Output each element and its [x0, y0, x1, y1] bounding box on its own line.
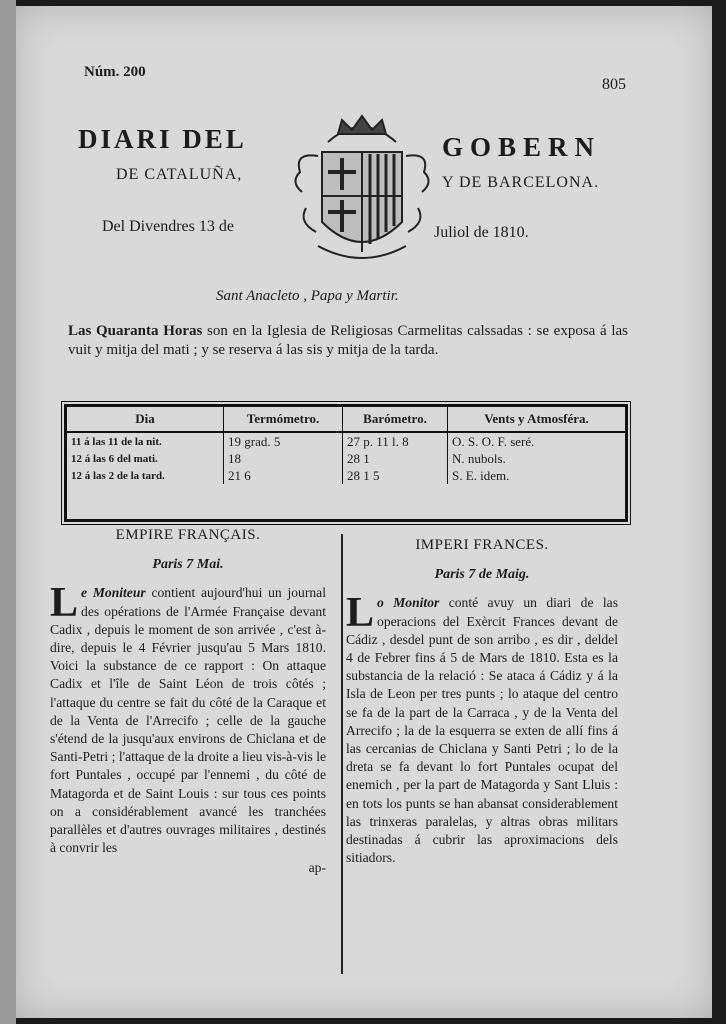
catalan-heading: IMPERI FRANCES.	[415, 537, 549, 553]
cell-baro: 27 p. 11 l. 8	[343, 432, 448, 450]
page-edge	[0, 0, 16, 1024]
french-dateline: Paris 7 Mai.	[152, 557, 224, 573]
french-dropcap: L	[50, 580, 79, 627]
intro-text: son en la Iglesia de Religiosas Carmelitas calssadas : se exposa á las vuit y mitja del mati ; y se reserva á las sis y mitja de la tarda.	[68, 323, 628, 358]
cell-day: 11 á las 11 de la nit.	[67, 432, 224, 450]
date-right: Juliol de 1810.	[434, 224, 529, 241]
catalan-first-word: o Monitor	[377, 595, 440, 611]
french-heading: EMPIRE FRANÇAIS.	[115, 527, 261, 543]
catalan-dateline: Paris 7 de Maig.	[434, 567, 530, 583]
coat-of-arms-icon	[288, 112, 436, 270]
table-row	[67, 450, 625, 467]
cell-winds: N. nubols.	[452, 450, 506, 466]
masthead-subtitle-right: Y DE BARCELONA.	[442, 174, 600, 191]
catalan-column	[346, 536, 618, 867]
cell-winds: O. S. O. F. seré.	[452, 433, 535, 449]
cell-thermo: 19 grad. 5	[224, 432, 343, 450]
col-header-thermometer: Termómetro.	[224, 407, 343, 432]
french-body: contient aujourd'hui un journal des opérations de l'Armée Française devant Cadix , depuis le moment de son arrivée , c'est à-dire, depuis le 4 Février jusqu'au 5 Mars 1810. Voici la substance de ce rapport : On attaque Cadix et l'île de Saint Léon de trois côtés ; l'attaque du centre se fait du côté de la Caraque et de la Venta de l'Arrecifo ; celle de la gauche s'étend de la jusqu'aux environs de Chiclana et de Santi-Petri ; l'attaque de la droite a lieu vis-à-vis le fort Puntales , occupé par l'ennemi , du côté de Matagorda et de Saint Louis : sur tous ces points on a considérablement avancé les tranchées parallèles et d'autres ouvrages militaires , destinés à convrir les	[50, 585, 326, 856]
table-row	[67, 467, 625, 484]
catalan-article	[346, 590, 618, 867]
cell-day: 12 á las 2 de la tard.	[67, 467, 224, 484]
date-left: Del Divendres 13 de	[102, 218, 234, 235]
column-divider	[341, 534, 343, 974]
masthead-title-right: GOBERN	[442, 132, 602, 162]
cell-baro: 28 1 5	[343, 467, 448, 484]
col-header-winds: Vents y Atmosféra.	[448, 407, 626, 432]
saint-of-the-day: Sant Anacleto , Papa y Martir.	[216, 288, 399, 304]
intro-lead: Las Quaranta Horas	[68, 323, 203, 339]
cell-day: 12 á las 6 del mati.	[67, 450, 224, 467]
page-number: 805	[602, 76, 626, 93]
cell-winds: S. E. idem.	[452, 467, 510, 483]
catalan-body: conté avuy un diari de las operacions del Exèrcit Frances devant de Cádiz , desdel punt de son arribo , es dir , deldel 4 de Febrer fins á 5 de Mars de 1810. Esta es la substancia de la relació : Se ataca á Cádiz y á la Isla de Leon per tres punts ; lo ataque del centro se fa de la part de la Carraca , y de la Venta del Arrecifo ; la de la esquerra se exten de allí fins á las cercanias de Chiclana y Santi Petri ; lo de la dreta se fa devant lo fort Puntales ocupat del enemich , per la part de Matagorda y Sant Lluis : en tots los punts se han abansat considerablement las trinxeras paralelas, y altras obras militars destinadas á cubrir las aproximacions dels sitiadors.	[346, 595, 618, 866]
masthead-title-left: DIARI DEL	[78, 124, 247, 154]
col-header-day: Dia	[67, 407, 224, 432]
weather-table	[64, 404, 628, 522]
french-column	[50, 526, 326, 878]
catalan-dropcap: L	[346, 590, 375, 637]
cell-thermo: 21 6	[224, 467, 343, 484]
masthead-subtitle-left: DE CATALUÑA,	[116, 166, 243, 183]
col-header-barometer: Barómetro.	[343, 407, 448, 432]
intro-paragraph	[68, 322, 628, 360]
french-catchword: ap-	[308, 860, 326, 876]
cell-thermo: 18	[224, 450, 343, 467]
french-article	[50, 580, 326, 857]
cell-baro: 28 1	[343, 450, 448, 467]
issue-number: Núm. 200	[84, 64, 146, 80]
table-row	[67, 432, 625, 450]
newspaper-page	[16, 6, 712, 1018]
french-first-word: e Moniteur	[81, 585, 146, 601]
